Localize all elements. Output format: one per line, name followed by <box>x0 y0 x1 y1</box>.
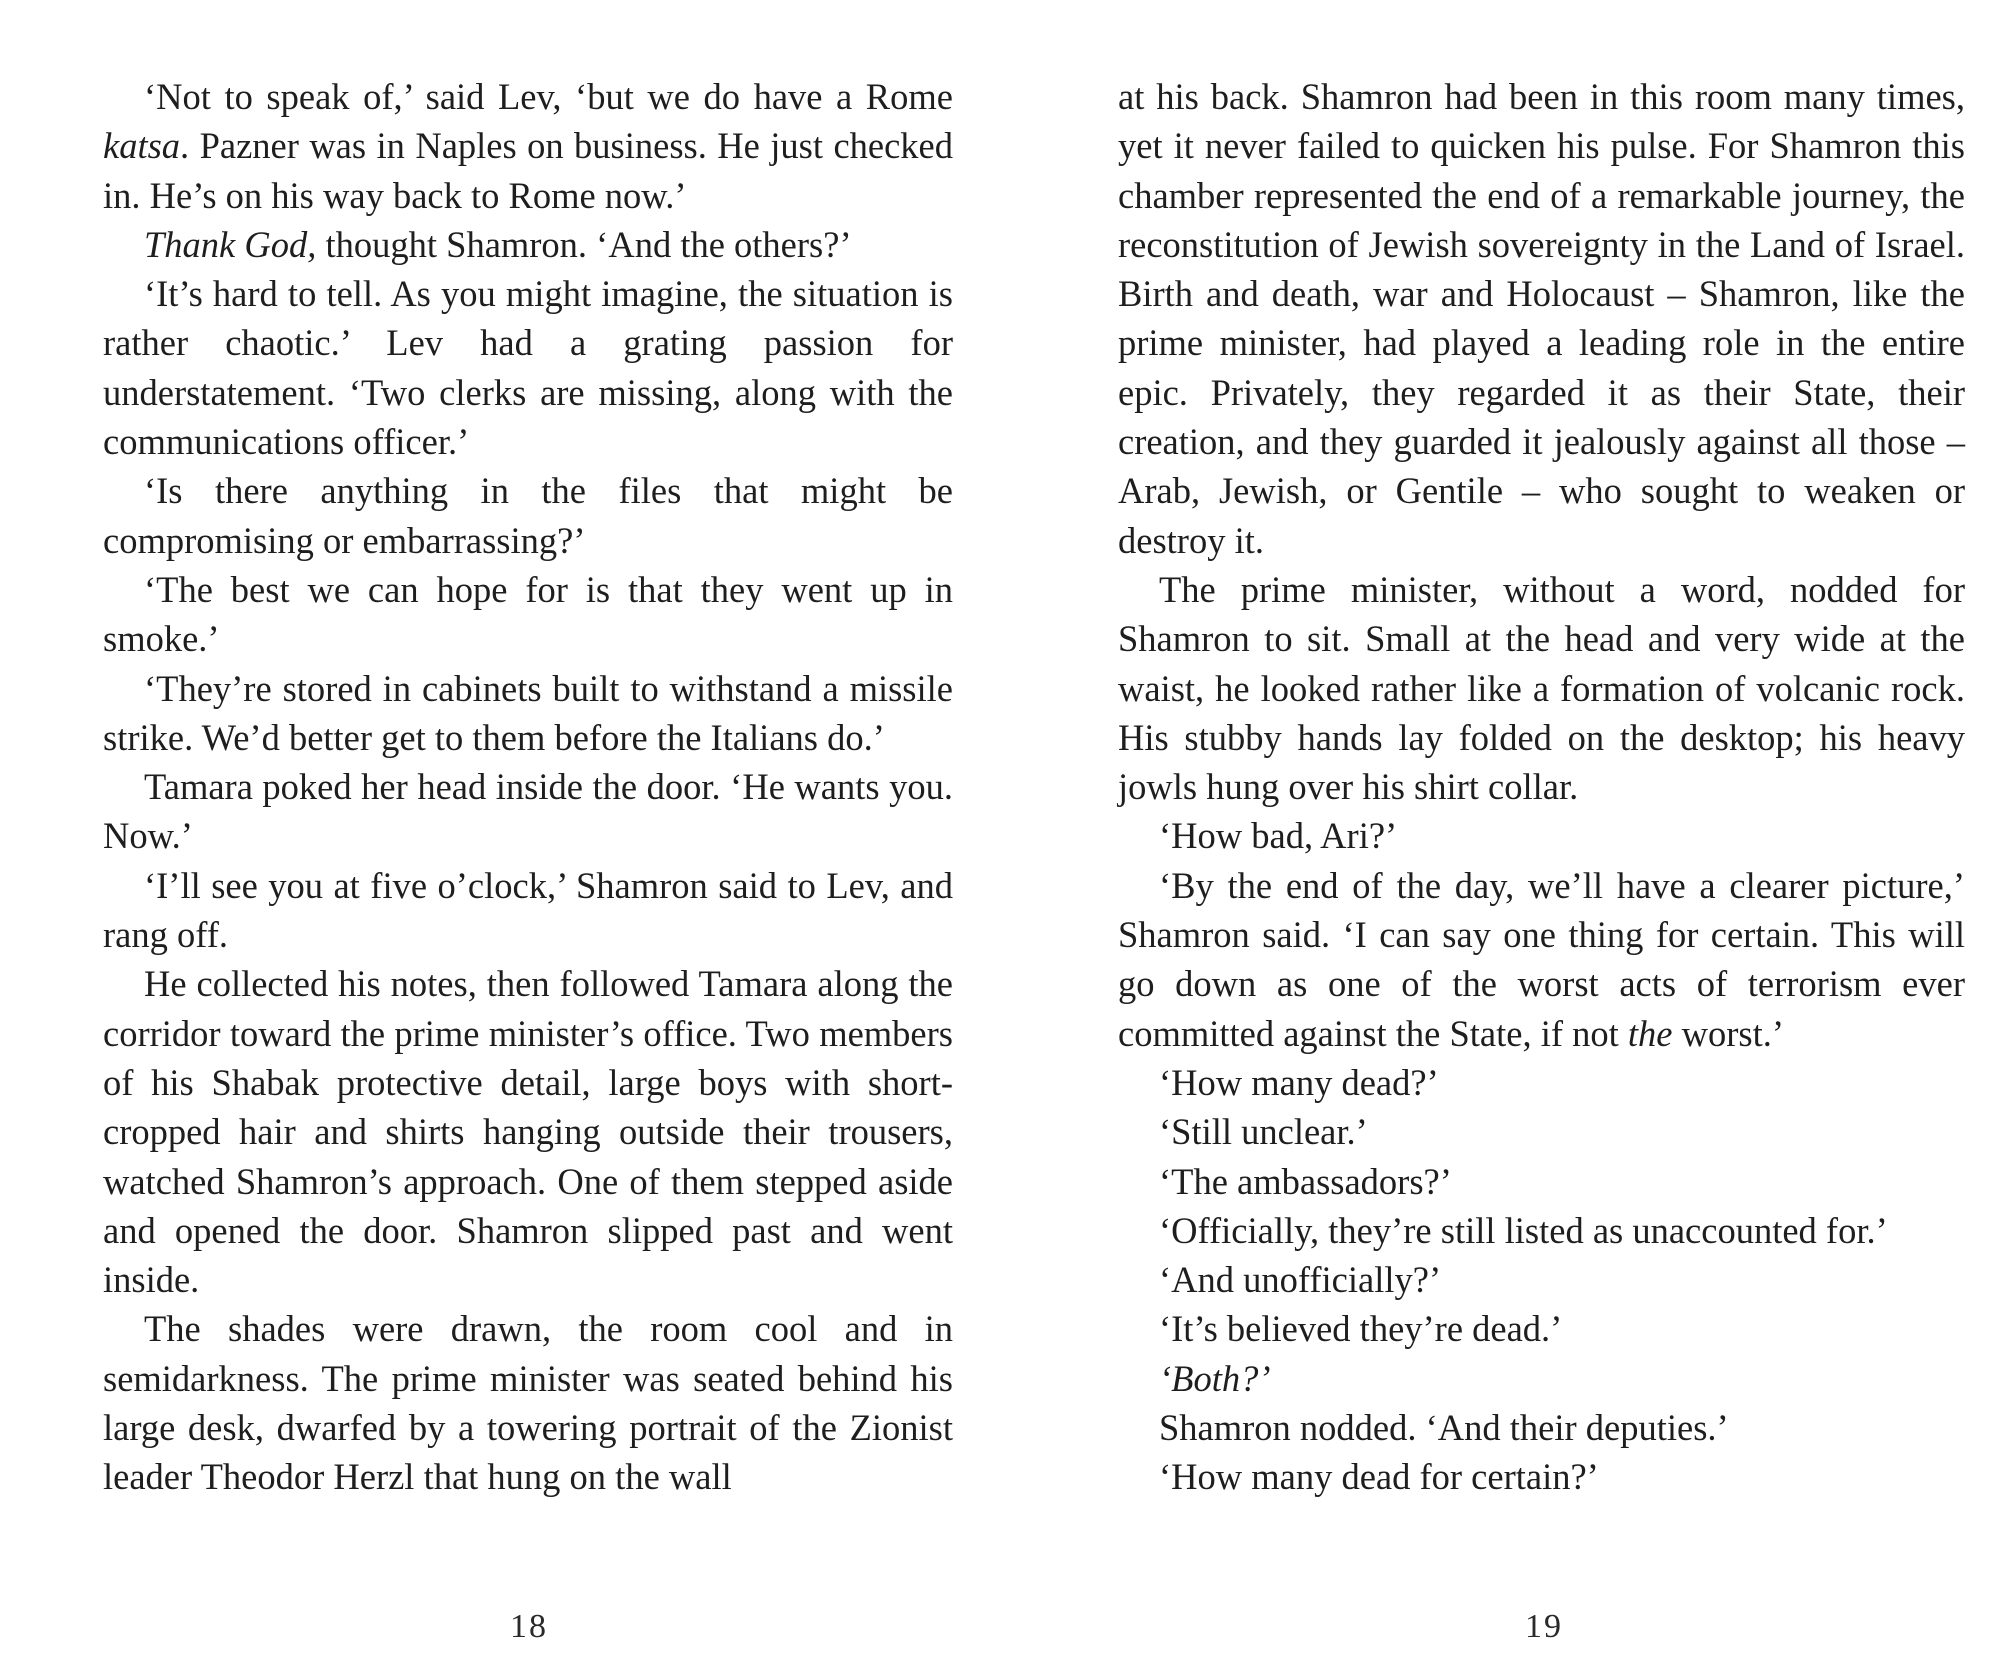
paragraph: ‘And unofficially?’ <box>1159 1259 1442 1301</box>
paragraph: ‘How bad, Ari?’ <box>1159 815 1398 857</box>
paragraph: Thank God, thought Shamron. ‘And the others?’ <box>144 223 852 265</box>
paragraph: ‘Not to speak of,’ said Lev, ‘but we do have a Rome katsa. Pazner was in Naples on business. He just checked in. He’s on his way back to Rome now.’ <box>103 76 953 216</box>
paragraph: ‘Officially, they’re still listed as unaccounted for.’ <box>1159 1209 1888 1251</box>
left-page-text <box>103 72 953 1502</box>
paragraph: Shamron nodded. ‘And their deputies.’ <box>1159 1407 1729 1449</box>
page-number: 19 <box>1525 1608 1563 1645</box>
paragraph: Tamara poked her head inside the door. ‘He wants you. Now.’ <box>103 766 953 857</box>
paragraph: The shades were drawn, the room cool and in semidarkness. The prime minister was seated behind his large desk, dwarfed by a towering portrait of the Zionist leader Theodor Herzl that hung on the wall <box>103 1308 953 1498</box>
paragraph: ‘The ambassadors?’ <box>1159 1160 1452 1202</box>
paragraph: The prime minister, without a word, nodded for Shamron to sit. Small at the head and very wide at the waist, he looked rather like a formation of volcanic rock. His stubby hands lay folded on the desktop; his heavy jowls hung over his shirt collar. <box>1118 568 1965 808</box>
paragraph: He collected his notes, then followed Tamara along the corridor toward the prime minister’s office. Two members of his Shabak protective detail, large boys with short-cropped hair and shirts hanging outside their trousers, watched Shamron’s approach. One of them stepped aside and opened the door. Shamron slipped past and went inside. <box>103 963 953 1301</box>
paragraph: ‘They’re stored in cabinets built to withstand a missile strike. We’d better get to them before the Italians do.’ <box>103 667 953 758</box>
paragraph: ‘The best we can hope for is that they went up in smoke.’ <box>103 568 953 660</box>
paragraph: ‘Both?’ <box>1159 1357 1271 1399</box>
paragraph: at his back. Shamron had been in this room many times, yet it never failed to quicken his pulse. For Shamron this chamber represented the end of a remarkable journey, the reconstitution of Jewish sovereignty in the Land of Israel. Birth and death, war and Holocaust – Shamron, like the prime minister, had played a leading role in the entire epic. Privately, they regarded it as their State, their creation, and they guarded it jealously against all those – Arab, Jewish, or Gentile – who sought to weaken or destroy it. <box>1118 76 1965 561</box>
paragraph: ‘How many dead for certain?’ <box>1159 1456 1599 1498</box>
paragraph: ‘Still unclear.’ <box>1159 1111 1368 1153</box>
paragraph: ‘Is there anything in the files that might be compromising or embarrassing?’ <box>103 470 953 561</box>
paragraph: ‘By the end of the day, we’ll have a clearer picture,’ Shamron said. ‘I can say one thing for certain. This will go down as one of the worst acts of terrorism ever committed against the State, if not the worst.’ <box>1118 864 1965 1054</box>
right-page <box>1000 0 2000 1676</box>
paragraph: ‘It’s hard to tell. As you might imagine, the situation is rather chaotic.’ Lev had a grating passion for understatement. ‘Two clerks are missing, along with the communications officer.’ <box>103 273 953 463</box>
paragraph: ‘How many dead?’ <box>1159 1061 1439 1103</box>
paragraph: ‘It’s believed they’re dead.’ <box>1159 1308 1563 1350</box>
page-number: 18 <box>510 1608 548 1645</box>
paragraph: ‘I’ll see you at five o’clock,’ Shamron said to Lev, and rang off. <box>103 864 953 956</box>
right-page-text <box>1118 72 1965 1502</box>
